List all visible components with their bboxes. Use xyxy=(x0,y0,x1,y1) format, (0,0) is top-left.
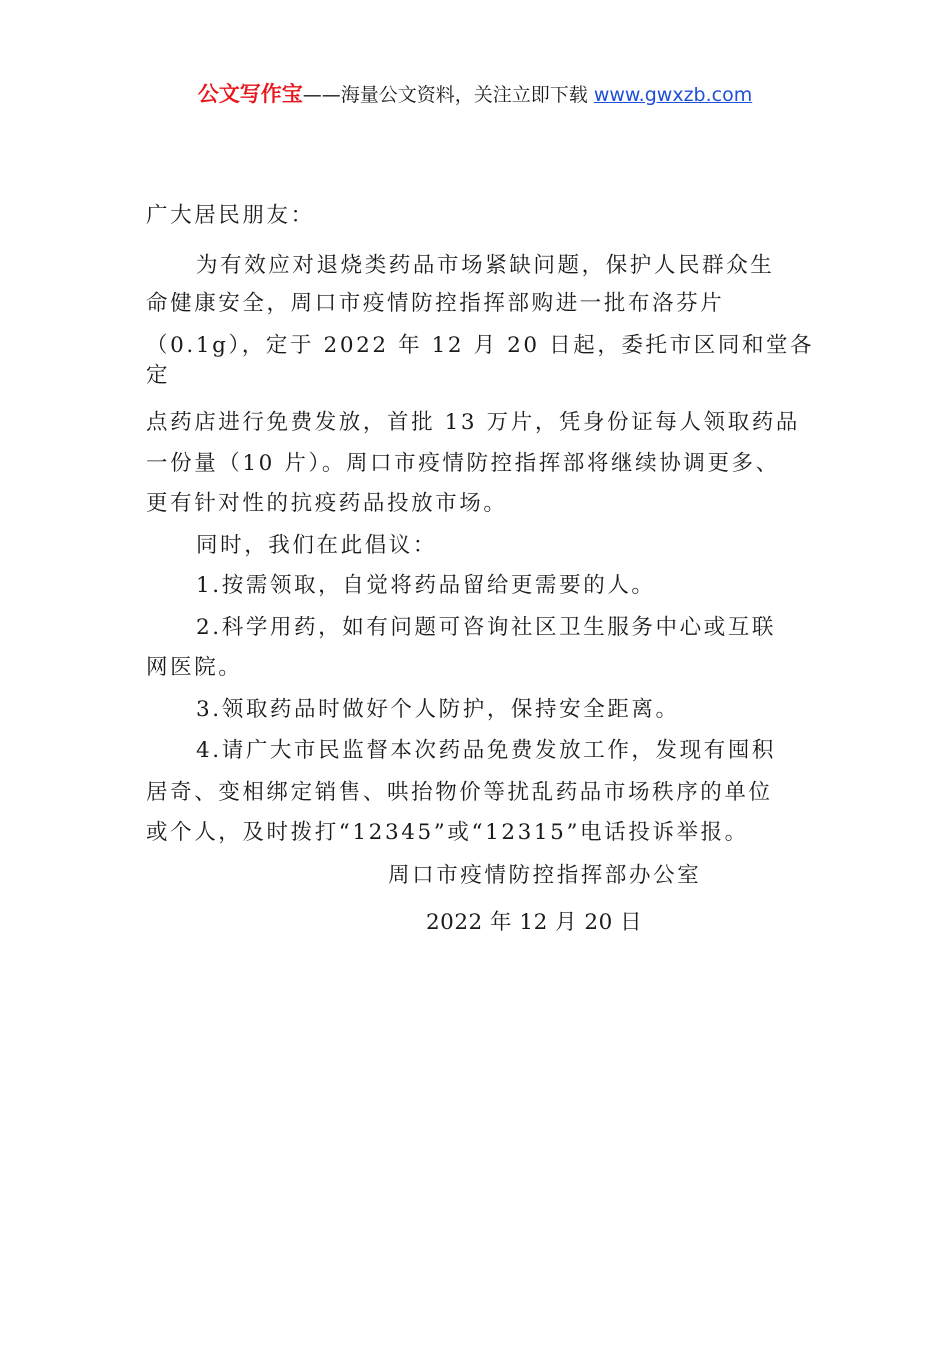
proposal-item-1: 1.按需领取，自觉将药品留给更需要的人。 xyxy=(196,573,656,598)
proposal-item-3: 3.领取药品时做好个人防护，保持安全距离。 xyxy=(196,697,680,722)
signature: 周口市疫情防控指挥部办公室 xyxy=(388,863,702,888)
paragraph-line: 为有效应对退烧类药品市场紧缺问题，保护人民群众生 xyxy=(196,253,775,278)
proposal-intro: 同时，我们在此倡议： xyxy=(196,533,438,558)
paragraph-line: 点药店进行免费发放，首批 13 万片，凭身份证每人领取药品 xyxy=(146,410,800,435)
paragraph-line: 一份量（10 片）。周口市疫情防控指挥部将继续协调更多、 xyxy=(146,451,780,476)
salutation: 广大居民朋友： xyxy=(146,203,315,228)
paragraph-line: 命健康安全，周口市疫情防控指挥部购进一批布洛芬片 xyxy=(146,291,725,316)
header-slogan: ——海量公文资料，关注立即下载 xyxy=(302,84,594,106)
proposal-item-4-cont: 或个人，及时拨打“12345”或“12315”电话投诉举报。 xyxy=(146,820,749,845)
proposal-item-2: 2.科学用药，如有问题可咨询社区卫生服务中心或互联 xyxy=(196,615,777,640)
page-header xyxy=(0,78,950,108)
letter-date: 2022 年 12 月 20 日 xyxy=(426,910,643,935)
proposal-item-2-cont: 网医院。 xyxy=(146,655,243,680)
website-link[interactable]: www.gwxzb.com xyxy=(593,84,753,106)
brand-name: 公文写作宝 xyxy=(197,82,303,106)
paragraph-line: 更有针对性的抗疫药品投放市场。 xyxy=(146,491,508,516)
proposal-item-4: 4.请广大市民监督本次药品免费发放工作，发现有囤积 xyxy=(196,738,777,763)
proposal-item-4-cont: 居奇、变相绑定销售、哄抬物价等扰乱药品市场秩序的单位 xyxy=(146,780,773,805)
paragraph-line: （0.1g），定于 2022 年 12 月 20 日起，委托市区同和堂各 xyxy=(146,333,815,358)
paragraph-line: 定 xyxy=(146,363,171,388)
